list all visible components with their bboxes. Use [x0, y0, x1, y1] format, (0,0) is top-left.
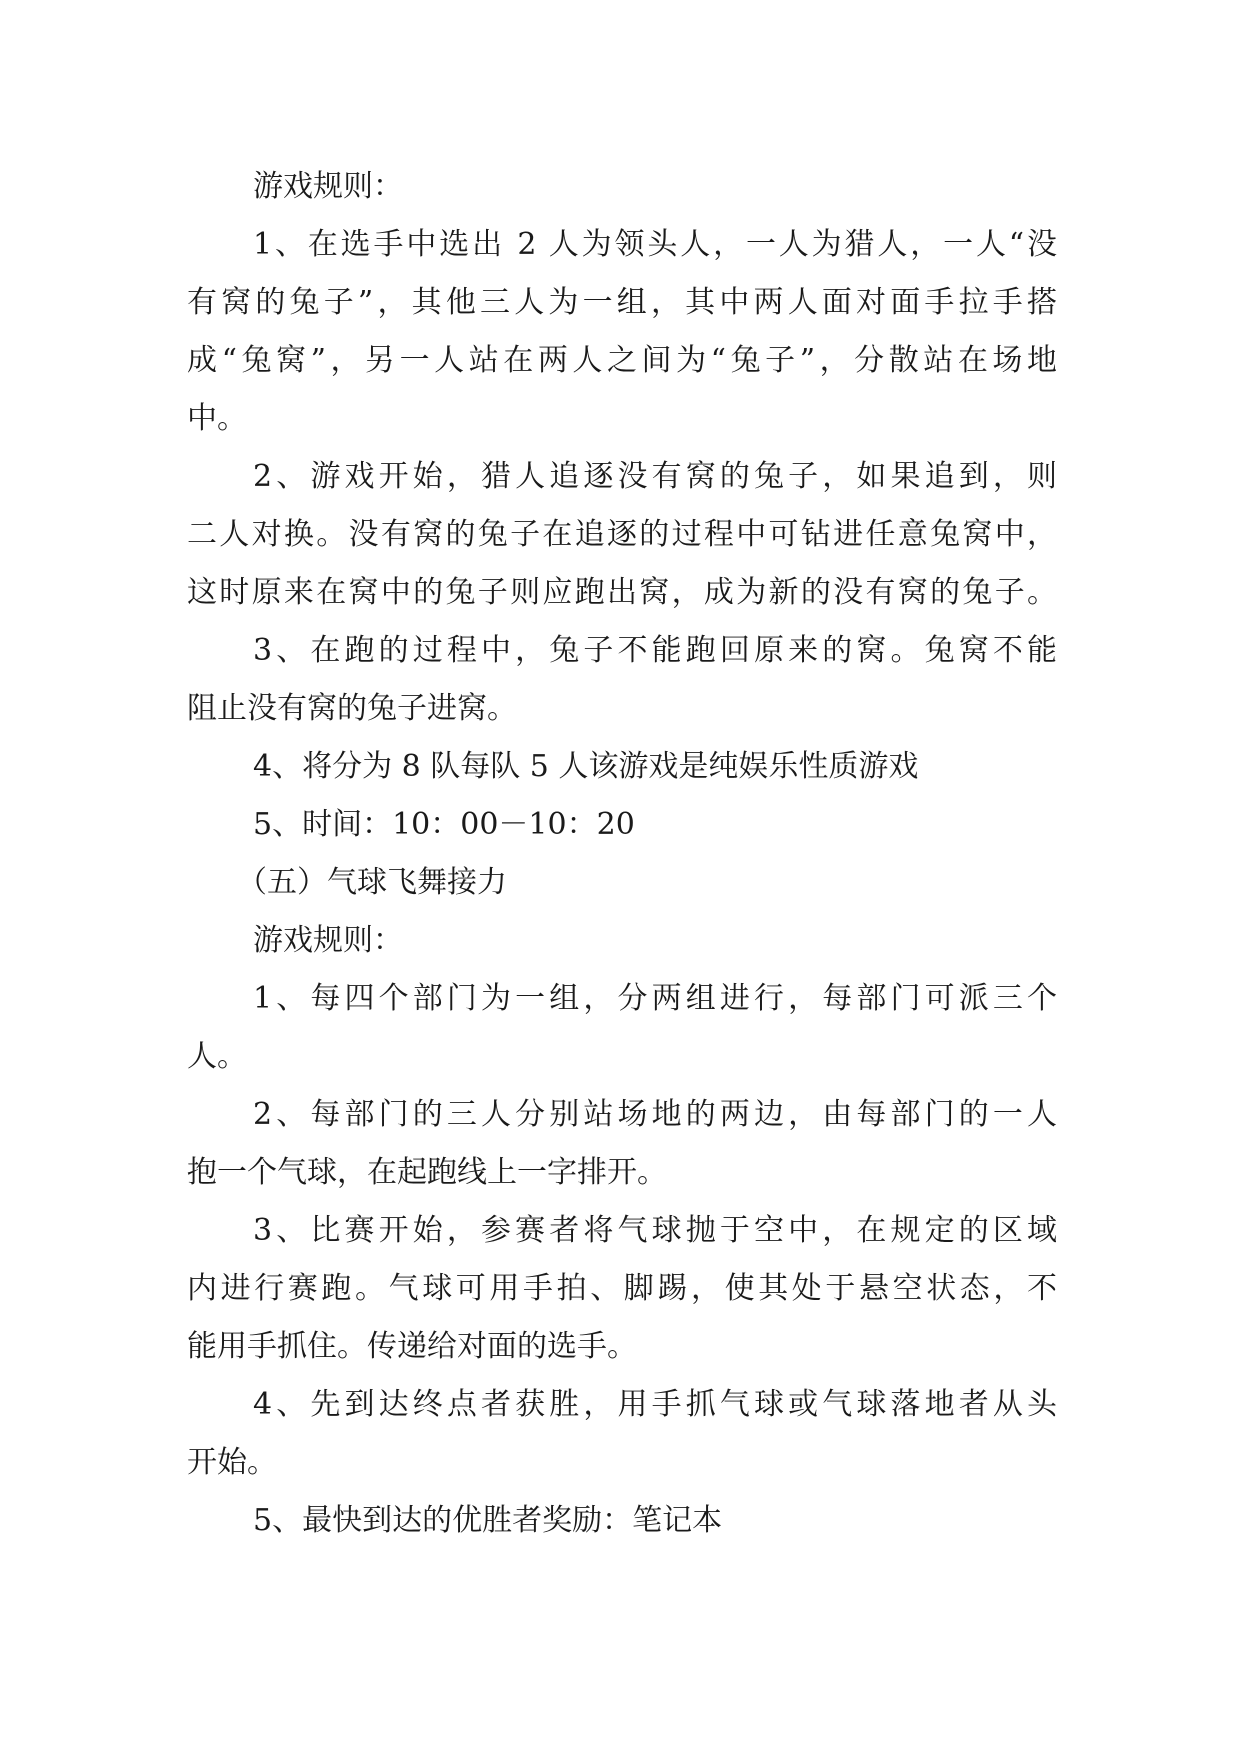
paragraph-line: 有窝的兔子”，其他三人为一组，其中两人面对面手拉手搭 [187, 285, 1057, 320]
paragraph-line: 3、在跑的过程中，兔子不能跑回原来的窝。兔窝不能 [253, 633, 1057, 668]
paragraph-line: 能用手抓住。传递给对面的选手。 [187, 1329, 637, 1364]
document-page [187, 158, 1057, 1550]
paragraph-line: 中。 [187, 401, 247, 436]
paragraph-line: 人。 [187, 1039, 247, 1074]
paragraph-line: 2、游戏开始，猎人追逐没有窝的兔子，如果追到，则 [253, 459, 1057, 494]
paragraph-line: 阻止没有窝的兔子进窝。 [187, 691, 517, 726]
paragraph-line: 抱一个气球，在起跑线上一字排开。 [187, 1155, 667, 1190]
paragraph-line: 内进行赛跑。气球可用手拍、脚踢，使其处于悬空状态，不 [187, 1271, 1057, 1306]
paragraph-line: 3、比赛开始，参赛者将气球抛于空中，在规定的区域 [253, 1213, 1057, 1248]
section-heading: （五）气球飞舞接力 [237, 865, 507, 900]
paragraph-line: 这时原来在窝中的兔子则应跑出窝，成为新的没有窝的兔子。 [187, 575, 1057, 610]
paragraph-line: 4、先到达终点者获胜，用手抓气球或气球落地者从头 [253, 1387, 1057, 1422]
paragraph-line: 1、每四个部门为一组，分两组进行，每部门可派三个 [253, 981, 1057, 1016]
paragraph-line: 2、每部门的三人分别站场地的两边，由每部门的一人 [253, 1097, 1057, 1132]
paragraph-line: 4、将分为 8 队每队 5 人该游戏是纯娱乐性质游戏 [253, 749, 919, 784]
paragraph-line: 5、时间：10：00－10：20 [253, 807, 635, 842]
paragraph-line: 成“兔窝”，另一人站在两人之间为“兔子”，分散站在场地 [187, 343, 1057, 378]
rules-heading: 游戏规则： [253, 923, 403, 958]
paragraph-line: 5、最快到达的优胜者奖励：笔记本 [253, 1503, 723, 1538]
rules-heading: 游戏规则： [253, 169, 403, 204]
paragraph-line: 1、在选手中选出 2 人为领头人，一人为猎人，一人“没 [253, 227, 1057, 262]
paragraph-line: 二人对换。没有窝的兔子在追逐的过程中可钻进任意兔窝中， [187, 517, 1057, 552]
paragraph-line: 开始。 [187, 1445, 277, 1480]
